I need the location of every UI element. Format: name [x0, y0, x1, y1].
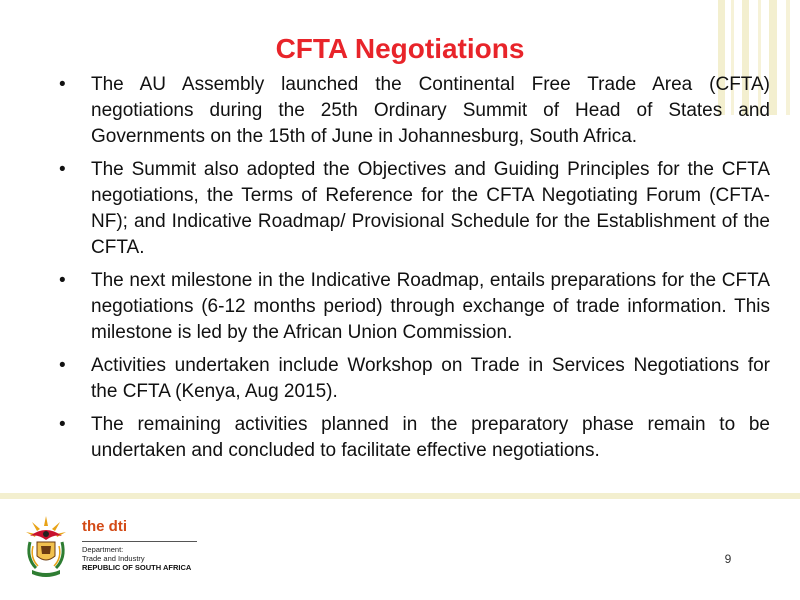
brand-dti: dti	[108, 518, 127, 535]
bullet-text: Activities undertaken include Workshop on Trade in Services Negotiations for the CFTA (Kenya, Aug 2015).	[91, 355, 770, 402]
bullet-item	[56, 412, 770, 464]
department-label: Department:	[82, 545, 124, 554]
bullet-item	[56, 157, 770, 261]
bullet-text: The next milestone in the Indicative Roadmap, entails preparations for the CFTA negotiations (6-12 months period) through exchange of trade information. This milestone is led by the African Union Commission.	[91, 270, 770, 343]
bullet-item	[56, 268, 770, 346]
bullet-marker: •	[59, 270, 66, 291]
bullet-marker: •	[59, 414, 66, 435]
brand-wordmark	[82, 518, 217, 536]
brand-the: the	[82, 518, 109, 535]
logo-text	[82, 518, 217, 573]
page-number: 9	[724, 552, 732, 566]
bullet-text: The AU Assembly launched the Continental Free Trade Area (CFTA) negotiations during the 25th Ordinary Summit of Head of States and Governments on the 15th of June in Johannesburg, South Africa.	[91, 74, 770, 147]
bullet-text: The remaining activities planned in the preparatory phase remain to be undertaken and concluded to facilitate effective negotiations.	[91, 414, 770, 461]
bullet-item	[56, 353, 770, 405]
department-name: Trade and Industry	[82, 554, 145, 563]
coat-of-arms-icon	[20, 512, 72, 580]
country-name: REPUBLIC OF SOUTH AFRICA	[82, 563, 192, 572]
slide-title: CFTA Negotiations	[275, 33, 525, 64]
bullet-list	[56, 72, 770, 471]
dti-logo	[18, 512, 208, 580]
bullet-marker: •	[59, 159, 66, 180]
footer-divider	[0, 493, 800, 499]
logo-divider	[82, 541, 197, 542]
bullet-marker: •	[59, 355, 66, 376]
bullet-marker: •	[59, 74, 66, 95]
bullet-text: The Summit also adopted the Objectives and Guiding Principles for the CFTA negotiations, the Terms of Reference for the CFTA Negotiating Forum (CFTA-NF); and Indicative Roadmap/ Provisional Schedule for the Establishment of the CFTA.	[91, 159, 770, 258]
bullet-item	[56, 72, 770, 150]
